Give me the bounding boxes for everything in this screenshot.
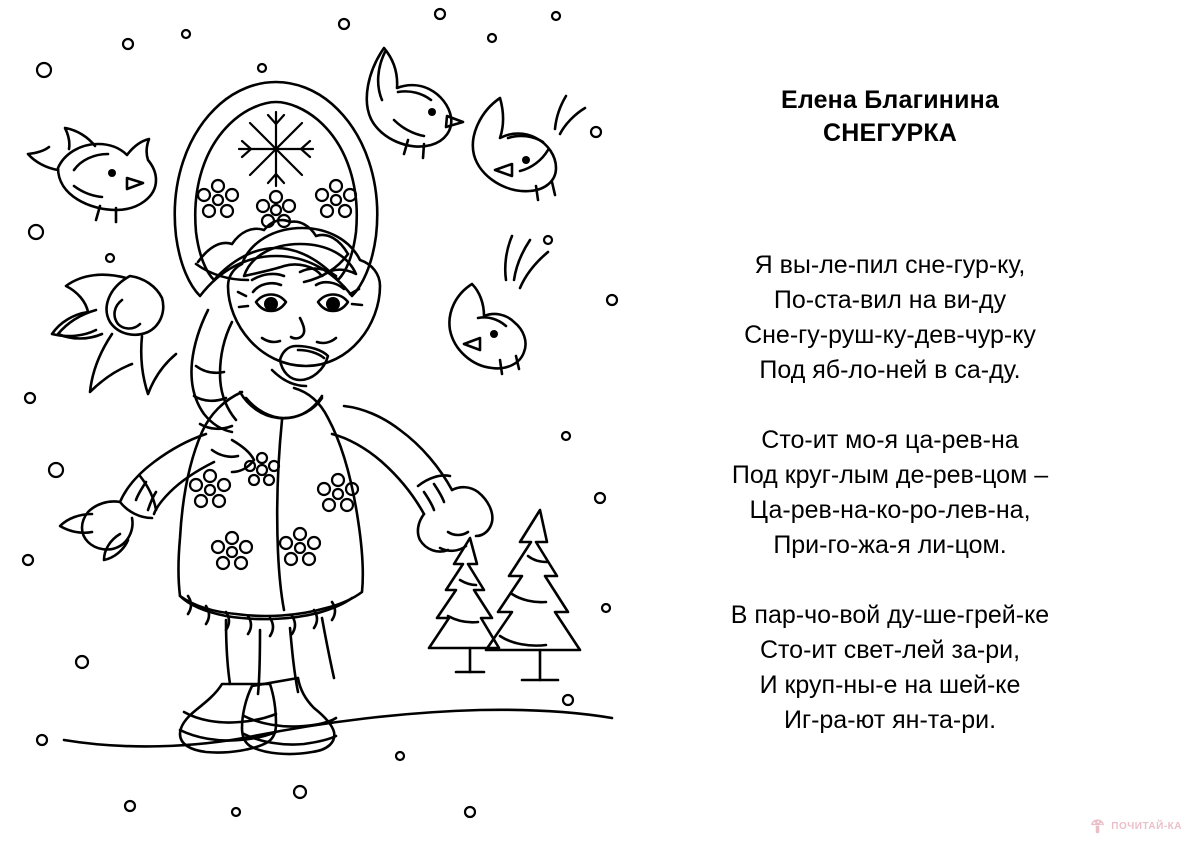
bird-top-right (473, 96, 585, 200)
fir-trees (429, 510, 580, 680)
legs-and-boots (180, 618, 336, 754)
poem-line: И круп-ны-е на шей-ке (759, 671, 1021, 699)
poem-line: Под круг-лым де-рев-цом – (731, 461, 1049, 489)
poem-line: В пар-чо-вой ду-ше-грей-ке (730, 601, 1050, 629)
poem-text (620, 248, 1160, 773)
poem-line: По-ста-вил на ви-ду (773, 286, 1007, 314)
hair-bow (52, 275, 176, 394)
braid-with-bow (52, 275, 254, 472)
poem-line: Сто-ит мо-я ца-рев-на (761, 426, 1019, 454)
face (228, 228, 380, 386)
poem-line: При-го-жа-я ли-цом. (773, 531, 1007, 559)
bird-top-left (28, 128, 156, 222)
ground-line (64, 710, 612, 747)
bird-top-middle (367, 48, 463, 158)
fur-coat (179, 388, 363, 636)
coat-ornaments (190, 453, 358, 569)
watermark-label: ПОЧИТАЙ-КА (1111, 821, 1182, 832)
snowflake-ornament (239, 112, 313, 186)
watermark (1089, 818, 1182, 835)
bird-on-hand (449, 236, 548, 374)
snowflakes (23, 9, 617, 817)
poem-stanza (620, 248, 1160, 388)
poem-line: Сто-ит свет-лей за-ри, (759, 636, 1021, 664)
poem-line: Иг-ра-ют ян-та-ри. (783, 706, 997, 734)
poem-line: Сне-гу-руш-ку-дев-чур-ку (744, 321, 1036, 349)
poem-author: Елена Благинина (780, 86, 1000, 114)
poem-stanza (620, 423, 1160, 563)
poem-title: СНЕГУРКА (822, 119, 958, 147)
poem-line: Ца-рев-на-ко-ро-лев-на, (749, 496, 1031, 524)
poem-line: Я вы-ле-пил сне-гур-ку, (754, 251, 1026, 279)
poem-heading (620, 84, 1160, 150)
left-arm-mitten (60, 434, 214, 560)
right-arm-mitten (332, 236, 548, 552)
kokoshnik-headdress (175, 82, 377, 296)
poem-column (620, 0, 1180, 849)
mushroom-icon (1089, 818, 1106, 835)
poem-stanza (620, 598, 1160, 738)
poem-line: Под яб-ло-ней в са-ду. (759, 356, 1021, 384)
